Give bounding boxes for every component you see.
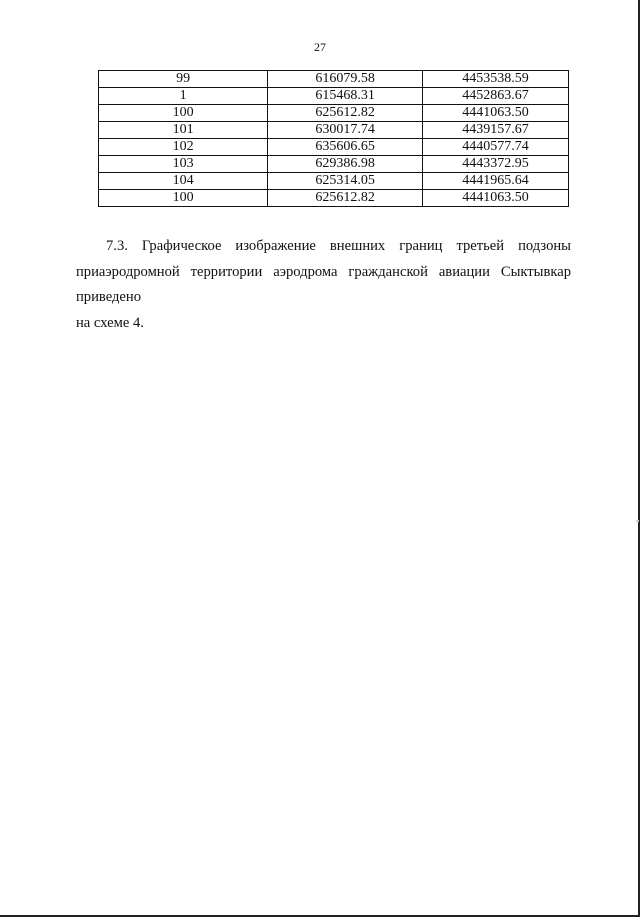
point-number-cell: 102 xyxy=(99,139,268,156)
page-number: 27 xyxy=(314,40,326,54)
point-number-cell: 103 xyxy=(99,156,268,173)
point-number-cell: 101 xyxy=(99,122,268,139)
point-number-cell: 100 xyxy=(99,190,268,207)
y-coordinate-cell: 4441965.64 xyxy=(422,173,568,190)
table-row xyxy=(99,88,569,105)
x-coordinate-cell: 625612.82 xyxy=(268,190,423,207)
y-coordinate-cell: 4443372.95 xyxy=(422,156,568,173)
y-coordinate-cell: 4441063.50 xyxy=(422,190,568,207)
point-number-cell: 100 xyxy=(99,105,268,122)
point-number-cell: 1 xyxy=(99,88,268,105)
coordinates-table xyxy=(98,70,569,207)
coordinates-table-body xyxy=(99,71,569,207)
table-row xyxy=(99,122,569,139)
y-coordinate-cell: 4440577.74 xyxy=(422,139,568,156)
x-coordinate-cell: 635606.65 xyxy=(268,139,423,156)
x-coordinate-cell: 629386.98 xyxy=(268,156,423,173)
table-row xyxy=(99,173,569,190)
paragraph-line-1: 7.3. Графическое изображение внешних границ третьей подзоны xyxy=(106,238,571,254)
paragraph-line-2: приаэродромной территории аэродрома гражданской авиации Сыктывкар приведено xyxy=(76,263,571,305)
y-coordinate-cell: 4453538.59 xyxy=(422,71,568,88)
x-coordinate-cell: 616079.58 xyxy=(268,71,423,88)
y-coordinate-cell: 4441063.50 xyxy=(422,105,568,122)
table-row xyxy=(99,190,569,207)
scan-artifact xyxy=(636,520,639,522)
table-row xyxy=(99,139,569,156)
y-coordinate-cell: 4452863.67 xyxy=(422,88,568,105)
point-number-cell: 99 xyxy=(99,71,268,88)
x-coordinate-cell: 625612.82 xyxy=(268,105,423,122)
table-row xyxy=(99,156,569,173)
table-row xyxy=(99,105,569,122)
x-coordinate-cell: 615468.31 xyxy=(268,88,423,105)
section-paragraph xyxy=(76,234,571,336)
table-row xyxy=(99,71,569,88)
x-coordinate-cell: 630017.74 xyxy=(268,122,423,139)
point-number-cell: 104 xyxy=(99,173,268,190)
paragraph-line-3: на схеме 4. xyxy=(76,314,144,331)
x-coordinate-cell: 625314.05 xyxy=(268,173,423,190)
y-coordinate-cell: 4439157.67 xyxy=(422,122,568,139)
